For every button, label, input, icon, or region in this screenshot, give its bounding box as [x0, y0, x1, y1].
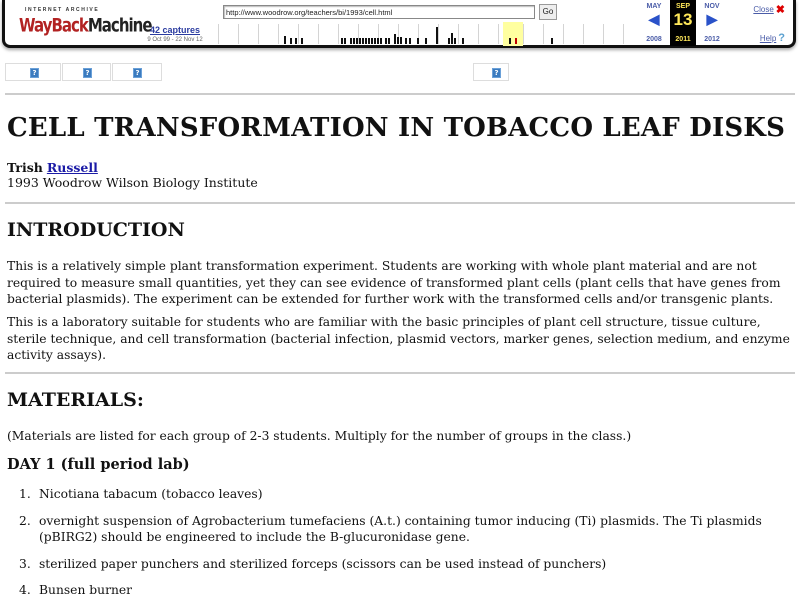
capture-bar	[353, 38, 355, 44]
materials-heading: MATERIALS:	[7, 389, 144, 411]
broken-image-icon: ?	[30, 68, 39, 78]
author-block	[7, 160, 258, 190]
nav-button-1[interactable]	[5, 63, 61, 81]
divider	[5, 202, 795, 204]
wayback-toolbar	[2, 0, 796, 48]
close-icon[interactable]: ✖	[775, 4, 785, 16]
arrow-left-icon[interactable]: ◀	[648, 11, 660, 27]
close-link[interactable]: Close	[753, 5, 774, 14]
nav-button-2[interactable]	[62, 63, 111, 81]
page-title: CELL TRANSFORMATION IN TOBACCO LEAF DISKS	[7, 113, 786, 143]
capture-bar	[409, 38, 411, 44]
timeline-tick	[478, 24, 479, 44]
timeline-tick	[218, 24, 219, 44]
capture-bar	[359, 38, 361, 44]
capture-bar	[551, 38, 553, 44]
capture-bar	[356, 38, 358, 44]
divider	[5, 372, 795, 374]
page-nav-row	[5, 63, 795, 81]
list-item: 2. overnight suspension of Agrobacterium tumefaciens (A.t.) containing tumor inducing (Ti) plasmids. The Ti plasmids (pBIRG2) should be engineered to include the B-glucuronidase gene.	[19, 513, 762, 544]
next-capture[interactable]	[699, 0, 725, 46]
timeline-tick	[583, 24, 584, 44]
capture-bar	[295, 38, 297, 44]
capture-bar	[341, 38, 343, 44]
captures-info	[135, 25, 215, 43]
capture-bar	[385, 38, 387, 44]
capture-bar	[290, 38, 292, 44]
current-capture	[670, 0, 696, 46]
intro-paragraph-1: This is a relatively simple plant transformation experiment. Students are working with whole plant material and are not required to measure small quantities, yet they can see evidence of transformed plant cells (plant cells that have genes from bacterial plasmids). The experiment can be extended for further work with the transformed cells and/or transgenic plants.	[7, 259, 781, 306]
close-toolbar[interactable]	[753, 3, 785, 16]
capture-bar	[301, 38, 303, 44]
broken-image-icon: ?	[133, 68, 142, 78]
timeline-tick	[258, 24, 259, 44]
divider	[5, 93, 795, 95]
capture-timeline[interactable]	[218, 22, 638, 46]
capture-bar	[365, 38, 367, 44]
capture-bar	[362, 38, 364, 44]
help-link[interactable]: Help	[759, 33, 777, 43]
go-button[interactable]: Go	[539, 4, 557, 20]
capture-bar	[374, 38, 376, 44]
timeline-current-year-highlight	[503, 22, 523, 46]
timeline-tick	[523, 24, 524, 44]
capture-bar	[448, 38, 450, 44]
capture-bar-selected	[515, 38, 517, 44]
author-first-name: Trish	[7, 160, 43, 175]
nav-button-4[interactable]	[473, 63, 509, 81]
captures-range: 9 Oct 99 - 22 Nov 12	[147, 37, 203, 43]
capture-bar	[462, 38, 464, 44]
calendar-navigator	[641, 0, 729, 46]
current-day: 13	[673, 10, 693, 29]
capture-bar	[436, 27, 438, 44]
capture-bar	[388, 38, 390, 44]
author-link[interactable]: Russell	[46, 160, 98, 175]
capture-bar	[509, 38, 511, 44]
capture-bar	[405, 38, 407, 44]
captures-link[interactable]: 42 captures	[149, 25, 201, 35]
timeline-tick	[238, 24, 239, 44]
capture-bar	[368, 38, 370, 44]
prev-year: 2008	[646, 36, 662, 43]
capture-bar	[397, 37, 399, 44]
day1-heading: DAY 1 (full period lab)	[7, 456, 190, 473]
prev-month: MAY	[646, 3, 662, 10]
timeline-tick	[498, 24, 499, 44]
current-month: SEP	[675, 3, 690, 10]
timeline-tick	[603, 24, 604, 44]
capture-bar	[417, 38, 419, 44]
current-year: 2011	[675, 36, 691, 43]
timeline-tick	[318, 24, 319, 44]
wayback-logo-way: WayBack	[19, 13, 88, 37]
capture-bar	[425, 38, 427, 44]
intro-paragraph-2: This is a laboratory suitable for students who are familiar with the basic principles of plant cell structure, tissue culture, sterile technique, and cell transformation (bacterial infection, plasmid vectors, marker genes, selection medium, and enzyme activity assays).	[7, 315, 790, 362]
help-icon[interactable]: ?	[778, 32, 785, 44]
timeline-tick	[298, 24, 299, 44]
timeline-tick	[458, 24, 459, 44]
timeline-tick	[623, 24, 624, 44]
capture-bar	[377, 38, 379, 44]
internet-archive-label: INTERNET ARCHIVE	[25, 7, 100, 13]
capture-bar	[371, 38, 373, 44]
capture-bar	[344, 38, 346, 44]
capture-bar	[380, 38, 382, 44]
capture-bar	[350, 38, 352, 44]
timeline-tick	[563, 24, 564, 44]
materials-note: (Materials are listed for each group of 2-3 students. Multiply for the number of groups in the class.)	[7, 429, 632, 443]
broken-image-icon: ?	[492, 68, 501, 78]
timeline-tick	[338, 24, 339, 44]
timeline-tick	[278, 24, 279, 44]
introduction-heading: INTRODUCTION	[7, 219, 185, 241]
materials-list	[7, 486, 797, 600]
institute: 1993 Woodrow Wilson Biology Institute	[7, 175, 258, 190]
list-item: 3. sterilized paper punchers and sterilized forceps (scissors can be used instead of punchers)	[19, 556, 607, 571]
url-form	[223, 4, 557, 20]
wayback-logo-machine: Machine	[87, 13, 152, 37]
capture-bar	[454, 38, 456, 44]
url-input[interactable]	[223, 5, 535, 19]
list-item: 1. Nicotiana tabacum (tobacco leaves)	[19, 487, 263, 501]
nav-button-3[interactable]	[112, 63, 162, 81]
capture-bar	[394, 34, 396, 44]
capture-bar	[400, 37, 402, 44]
help-toolbar[interactable]	[760, 32, 785, 44]
capture-bar	[451, 33, 453, 44]
timeline-tick	[543, 24, 544, 44]
arrow-right-icon[interactable]: ▶	[706, 11, 718, 27]
wayback-logo[interactable]	[19, 7, 152, 43]
list-item: 4. Bunsen burner	[19, 583, 133, 597]
previous-capture[interactable]	[641, 0, 667, 46]
timeline-tick	[438, 24, 439, 44]
next-month: NOV	[704, 3, 720, 10]
capture-bar	[284, 36, 286, 44]
next-year: 2012	[704, 36, 720, 43]
broken-image-icon: ?	[83, 68, 92, 78]
